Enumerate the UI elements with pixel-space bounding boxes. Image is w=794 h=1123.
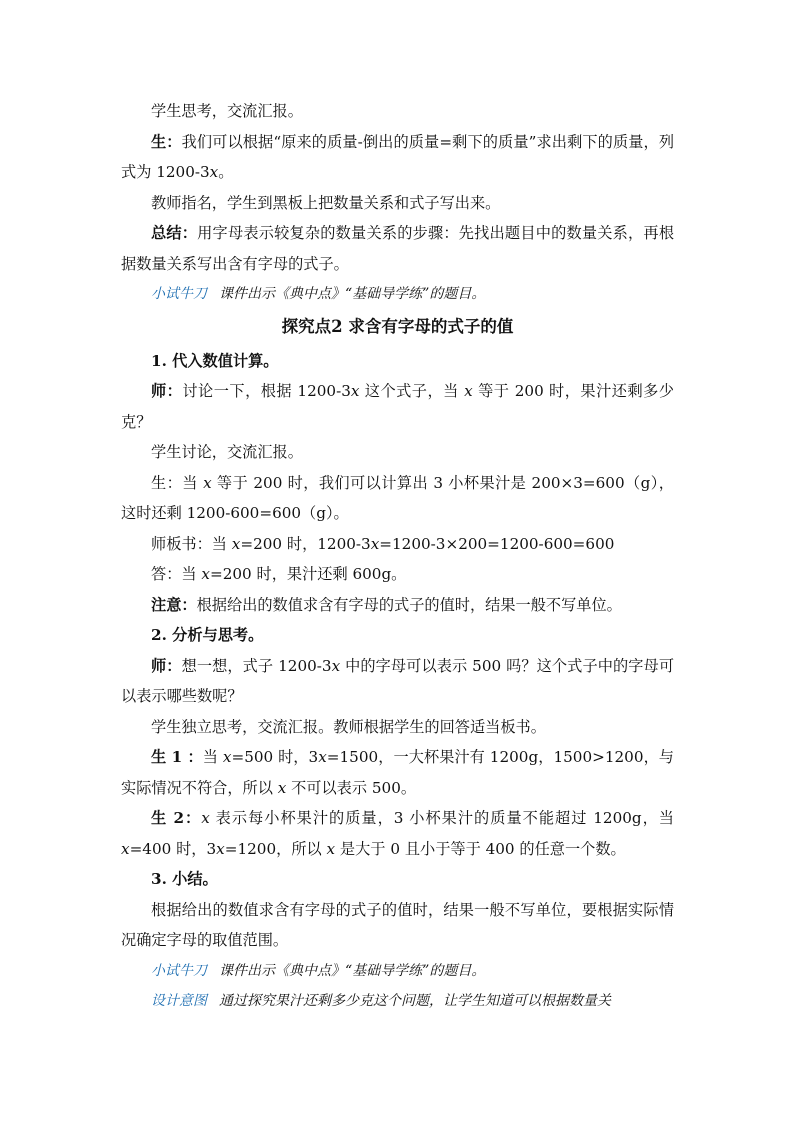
practice-tag: 小试牛刀 <box>151 286 207 302</box>
part1-question: 师：讨论一下，根据 1200-3x 这个式子，当 x 等于 200 时，果汁还剩多少克？ <box>121 382 674 431</box>
speaker-label: 生： <box>151 132 182 151</box>
practice-note: 小试牛刀 课件出示《典中点》“基础导学练”的题目。 <box>151 286 486 302</box>
part3-heading: 3. 小结。 <box>151 870 218 888</box>
paragraph-student-answer: 生：我们可以根据“原来的质量-倒出的质量=剩下的质量”求出剩下的质量，列式为 1200-3x。 <box>121 132 675 181</box>
document-page <box>121 96 674 1017</box>
part2-question: 师：想一想，式子 1200-3x 中的字母可以表示 500 吗？这个式子中的字母可以表示哪些数呢？ <box>121 656 675 705</box>
paragraph-summary: 总结：用字母表示较复杂的数量关系的步骤：先找出题目中的数量关系，再根据数量关系写出含有字母的式子。 <box>121 224 675 273</box>
part1-final-answer: 答：当 x=200 时，果汁还剩 600g。 <box>151 565 407 583</box>
part2-student2: 生 2：x 表示每小杯果汁的质量，3 小杯果汁的质量不能超过 1200g，当 x=400 时，3x=1200，所以 x 是大于 0 且小于等于 400 的任意一个数。 <box>121 809 674 858</box>
part1-board-writing: 师板书：当 x=200 时，1200-3x=1200-3×200=1200-600=600 <box>151 534 615 553</box>
part3-practice-note: 小试牛刀 课件出示《典中点》“基础导学练”的题目。 <box>151 962 486 979</box>
paragraph-teacher-instruct: 教师指名，学生到黑板上把数量关系和式子写出来。 <box>151 193 501 212</box>
part3-summary: 根据给出的数值求含有字母的式子的值时，结果一般不写单位，要根据实际情况确定字母的取值范围。 <box>121 900 674 949</box>
part2-think: 学生独立思考，交流汇报。教师根据学生的回答适当板书。 <box>151 717 546 736</box>
part1-heading: 1. 代入数值计算。 <box>151 351 279 370</box>
part2-heading: 2. 分析与思考。 <box>151 626 264 644</box>
summary-label: 总结： <box>151 224 198 242</box>
paragraph-student-thinking: 学生思考，交流汇报。 <box>151 102 303 120</box>
part1-student-answer: 生：当 x 等于 200 时，我们可以计算出 3 小杯果汁是 200×3=600（g），这时还剩 1200-600=600（g）。 <box>121 473 674 522</box>
section-title: 探究点2 求含有字母的式子的值 <box>281 316 514 336</box>
part2-student1: 生 1 ：当 x=500 时，3x=1500，一大杯果汁有 1200g，1500>1200，与实际情况不符合，所以 x 不可以表示 500。 <box>121 748 674 797</box>
part1-note: 注意：根据给出的数值求含有字母的式子的值时，结果一般不写单位。 <box>151 595 622 614</box>
part1-discussion: 学生讨论，交流汇报。 <box>151 443 303 461</box>
design-intent-note: 设计意图 通过探究果汁还剩多少克这个问题，让学生知道可以根据数量关 <box>151 993 611 1009</box>
